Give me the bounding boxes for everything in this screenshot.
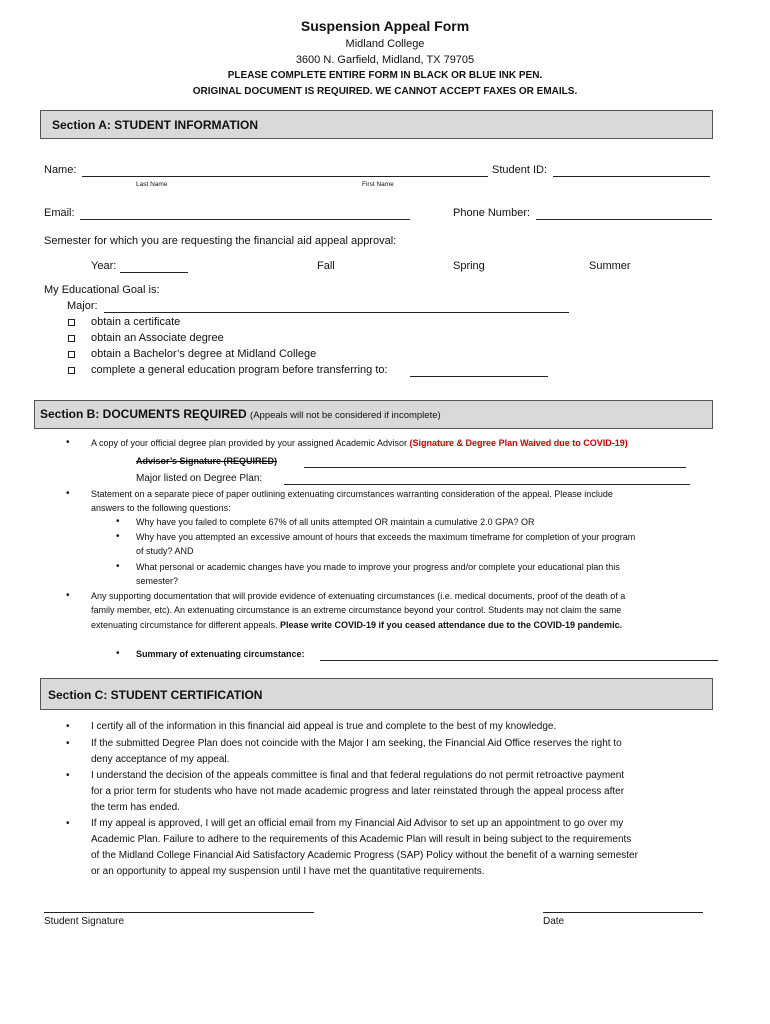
approval-line-2: Academic Plan. Failure to adhere to the requirements of this Academic Plan will result in being subject to the requirements [91,834,632,845]
bullet-icon: • [66,738,70,749]
checkbox-icon[interactable] [68,367,75,374]
bullet-icon: • [66,721,70,732]
bullet-icon: • [116,648,120,659]
bullet-icon: • [116,516,120,527]
approval-line-3: of the Midland College Financial Aid Satisfactory Academic Progress (SAP) Policy without the benefit of a warning semester [91,850,638,861]
covid-waiver-note: (Signature & Degree Plan Waived due to COVID-19) [409,438,628,448]
checkbox-icon[interactable] [68,335,75,342]
bullet-icon: • [66,437,70,448]
email-field[interactable] [80,219,410,220]
question-changes-cont: semester? [136,576,179,586]
term-spring[interactable]: Spring [453,260,485,272]
decision-line-1: I understand the decision of the appeals committee is final and that federal regulations do not permit retroactive payment [91,770,625,781]
question-gpa: Why have you failed to complete 67% of all units attempted OR maintain a cumulative 2.0 GPA? OR [136,517,535,527]
student-id-field[interactable] [553,176,710,177]
semester-prompt: Semester for which you are requesting the financial aid appeal approval: [44,235,397,247]
degree-plan-item [91,438,628,448]
question-changes: What personal or academic changes have you made to improve your progress and/or complete your educational plan this [136,562,620,572]
goal-associate: obtain an Associate degree [91,332,224,344]
checkbox-icon[interactable] [68,351,75,358]
major-on-plan-field[interactable] [284,484,690,485]
bullet-icon: • [66,770,70,781]
phone-field[interactable] [536,219,712,220]
bullet-icon: • [116,561,120,572]
date-field[interactable] [543,912,703,913]
decision-line-3: the term has ended. [91,802,180,813]
supporting-docs-line-1: Any supporting documentation that will provide evidence of extenuating circumstances (i.e. medical documents, proof of the death of a [91,591,626,601]
checkbox-icon[interactable] [68,319,75,326]
covid-instruction: Please write COVID-19 if you ceased attendance due to the COVID-19 pandemic. [279,620,623,630]
bullet-icon: • [66,818,70,829]
phone-label: Phone Number: [453,207,531,219]
form-title: Suspension Appeal Form [300,18,470,34]
term-summer[interactable]: Summer [589,260,631,272]
first-name-caption: First Name [362,181,394,188]
major-label: Major: [67,300,98,312]
section-b-title [40,407,441,421]
goal-bachelor: obtain a Bachelor’s degree at Midland College [91,348,317,360]
student-signature-label: Student Signature [44,916,125,927]
approval-line-1: If my appeal is approved, I will get an official email from my Financial Aid Advisor to set up an appointment to go over my [91,818,624,829]
degree-plan-line-2: deny acceptance of my appeal. [91,754,230,765]
college-address: 3600 N. Garfield, Midland, TX 79705 [295,54,475,66]
bullet-icon: • [66,590,70,601]
last-name-caption: Last Name [136,181,168,188]
year-field[interactable] [120,272,188,273]
major-on-plan-label: Major listed on Degree Plan: [136,473,263,484]
statement-line-1: Statement on a separate piece of paper outlining extenuating circumstances warranting consideration of the appeal. Please include [91,489,613,499]
year-label: Year: [91,260,117,272]
degree-plan-line-1: If the submitted Degree Plan does not coincide with the Major I am seeking, the Financial Aid Office reserves the right to [91,738,622,749]
bullet-icon: • [66,488,70,499]
decision-line-2: for a prior term for students who have not made academic progress and later reinstated through the appeal process after [91,786,625,797]
student-signature-field[interactable] [44,912,314,913]
major-field[interactable] [104,312,569,313]
advisor-signature-label: Advisor’s Signature (REQUIRED) [136,456,278,466]
educational-goal-label: My Educational Goal is: [44,284,160,296]
student-id-label: Student ID: [492,164,548,176]
goal-general-education: complete a general education program before transferring to: [91,364,388,376]
term-fall[interactable]: Fall [317,260,335,272]
transfer-field[interactable] [410,376,548,377]
question-hours: Why have you attempted an excessive amount of hours that exceeds the maximum timeframe for completion of your program [136,532,636,542]
name-field[interactable] [82,176,488,177]
approval-line-4: or an opportunity to appeal my suspension until I have met the quantitative requirements. [91,866,485,877]
summary-field[interactable] [320,660,718,661]
ink-notice: PLEASE COMPLETE ENTIRE FORM IN BLACK OR BLUE INK PEN. [227,70,543,81]
college-name: Midland College [345,38,425,50]
advisor-signature-field[interactable] [304,467,686,468]
supporting-docs-text: extenuating circumstance for different appeals. [91,620,278,630]
supporting-docs-line-2: family member, etc). An extenuating circumstance is an extreme circumstance beyond your control. Students may not claim the same [91,605,622,615]
question-hours-cont: of study? AND [136,546,194,556]
original-notice: ORIGINAL DOCUMENT IS REQUIRED. WE CANNOT ACCEPT FAXES OR EMAILS. [192,86,578,97]
certify-line: I certify all of the information in this financial aid appeal is true and complete to the best of my knowledge. [91,721,557,732]
section-b-title-text: Section B: DOCUMENTS REQUIRED [40,407,247,421]
supporting-docs-line-3 [91,620,622,630]
goal-certificate: obtain a certificate [91,316,181,328]
section-a-title: Section A: STUDENT INFORMATION [52,118,258,132]
degree-plan-text: A copy of your official degree plan provided by your assigned Academic Advisor [91,438,408,448]
date-label: Date [543,916,565,927]
email-label: Email: [44,207,75,219]
summary-label: Summary of extenuating circumstance: [136,649,305,659]
statement-line-2: answers to the following questions: [91,503,231,513]
section-c-title: Section C: STUDENT CERTIFICATION [48,688,263,702]
name-label: Name: [44,164,77,176]
bullet-icon: • [116,531,120,542]
section-b-subtitle: (Appeals will not be considered if incomplete) [250,410,441,421]
